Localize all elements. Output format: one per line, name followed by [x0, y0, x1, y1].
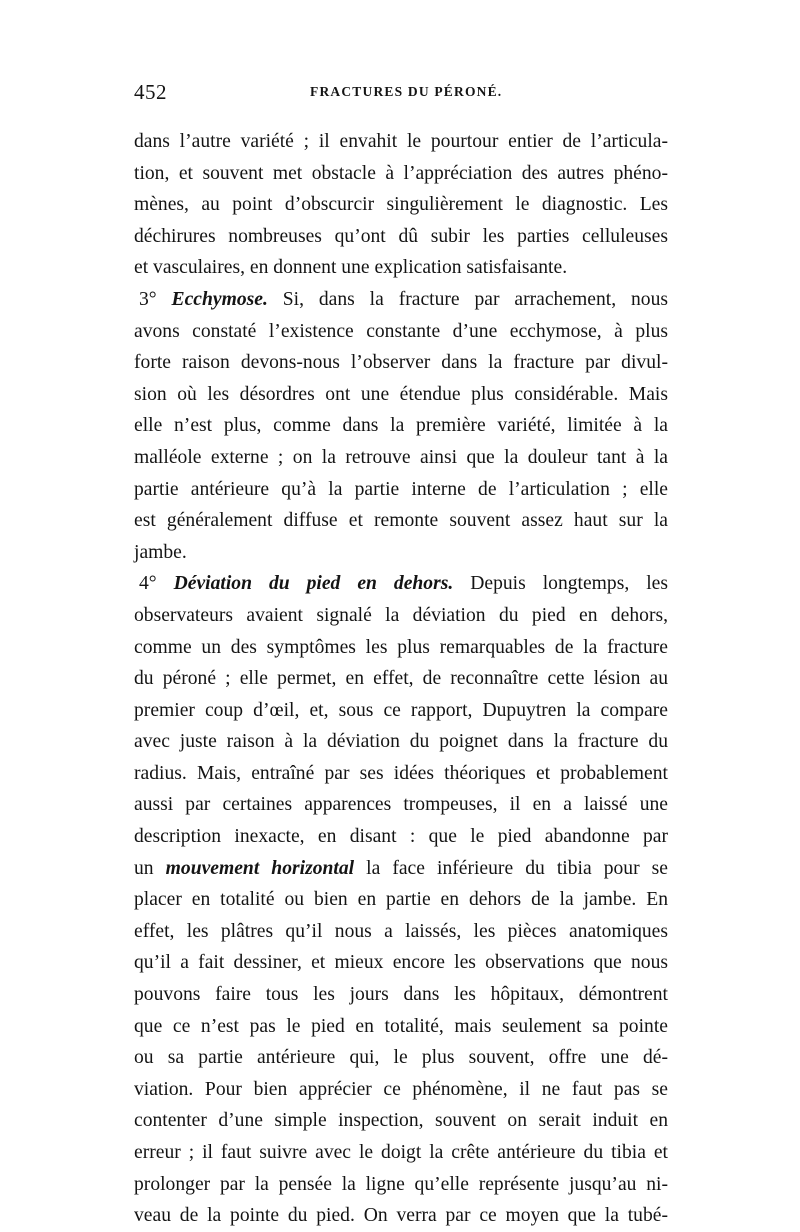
text-line: prolonger par la pensée la ligne qu’elle représente jusqu’au ni- — [134, 1173, 668, 1195]
text-line: viation. Pour bien apprécier ce phénomène, il ne faut pas se — [134, 1078, 668, 1100]
text-line: ou sa partie antérieure qui, le plus souvent, offre une dé- — [134, 1047, 668, 1069]
text-line: et vasculaires, en donnent une explication satisfaisante. — [134, 257, 568, 279]
text-line: forte raison devons-nous l’observer dans la fracture par divul- — [134, 352, 668, 374]
text-line: premier coup d’œil, et, sous ce rapport, Dupuytren la compare — [134, 699, 668, 721]
body-text — [134, 126, 668, 1232]
text-line: elle n’est plus, comme dans la première variété, limitée à la — [134, 415, 668, 437]
text-line: comme un des symptômes les plus remarquables de la fracture — [134, 636, 668, 658]
text-line: aussi par certaines apparences trompeuses, il en a laissé une — [134, 794, 668, 816]
section-heading-deviation: Déviation du pied en dehors. — [173, 573, 454, 595]
text-line: que ce n’est pas le pied en totalité, mais seulement sa pointe — [134, 1015, 668, 1037]
text-line: radius. Mais, entraîné par ses idées théoriques et probablement — [134, 762, 668, 784]
text-line: jambe. — [134, 541, 187, 563]
line-rest: la face inférieure du tibia pour se — [354, 857, 668, 879]
text-line: du péroné ; elle permet, en effet, de reconnaître cette lésion au — [134, 668, 668, 690]
text-line: tion, et souvent met obstacle à l’appréciation des autres phéno- — [134, 162, 668, 184]
text-line: déchirures nombreuses qu’ont dû subir les parties celluleuses — [134, 225, 668, 247]
text-line: est généralement diffuse et remonte souvent assez haut sur la — [134, 510, 668, 532]
section-line-text: Si, dans la fracture par arrachement, nous — [267, 288, 669, 310]
text-line: partie antérieure qu’à la partie interne de l’articulation ; elle — [134, 478, 668, 500]
text-line: avons constaté l’existence constante d’une ecchymose, à plus — [134, 320, 668, 342]
text-line: pouvons faire tous les jours dans les hôpitaux, démontrent — [134, 984, 668, 1006]
section-heading-line — [134, 568, 668, 600]
text-line: effet, les plâtres qu’il nous a laissés, les pièces anatomiques — [134, 920, 668, 942]
line-lead: un — [134, 857, 166, 879]
text-line: contenter d’une simple inspection, souvent on serait induit en — [134, 1110, 668, 1132]
section-number: 3° — [139, 288, 172, 310]
emphasis-mouvement-horizontal: mouvement horizontal — [165, 857, 355, 879]
running-head — [134, 80, 668, 110]
text-line: placer en totalité ou bien en partie en dehors de la jambe. En — [134, 889, 668, 911]
section-heading-ecchymose: Ecchymose. — [171, 288, 268, 310]
section-heading-line — [134, 284, 668, 316]
text-line: observateurs avaient signalé la déviation du pied en dehors, — [134, 604, 668, 626]
page-number: 452 — [134, 80, 167, 104]
text-line: avec juste raison à la déviation du poignet dans la fracture du — [134, 731, 668, 753]
text-line: malléole externe ; on la retrouve ainsi que la douleur tant à la — [134, 446, 668, 468]
text-line: dans l’autre variété ; il envahit le pourtour entier de l’articula- — [134, 131, 668, 152]
text-line-emphasis — [134, 853, 668, 885]
text-line: erreur ; il faut suivre avec le doigt la crête antérieure du tibia et — [134, 1142, 668, 1163]
text-line: qu’il a fait dessiner, et mieux encore les observations que nous — [134, 952, 668, 974]
text-line: description inexacte, en disant : que le pied abandonne par — [134, 826, 668, 848]
text-line: mènes, au point d’obscurcir singulièrement le diagnostic. Les — [134, 194, 668, 216]
text-line: sion où les désordres ont une étendue plus considérable. Mais — [134, 383, 668, 405]
text-line: veau de la pointe du pied. On verra par ce moyen que la tubé- — [134, 1205, 668, 1227]
running-title: FRACTURES DU PÉRONÉ. — [310, 84, 503, 99]
section-number: 4° — [139, 573, 174, 595]
section-line-text: Depuis longtemps, les — [453, 573, 668, 595]
